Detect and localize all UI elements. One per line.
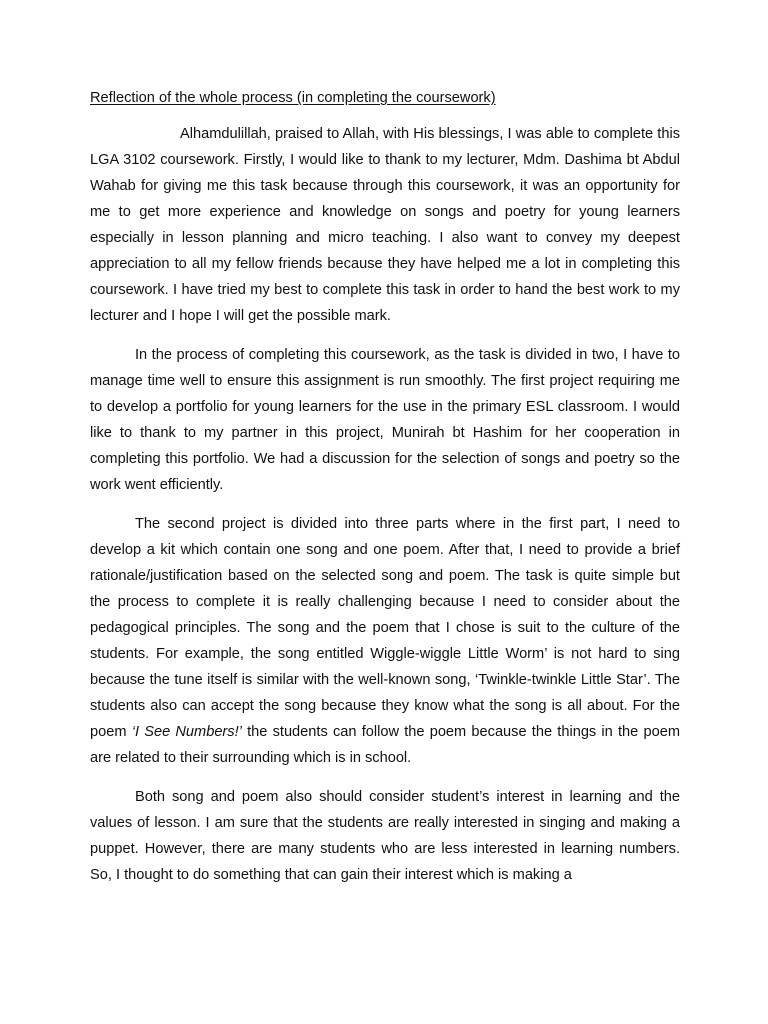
- paragraph-interest: Both song and poem also should consider student’s interest in learning and the values of lesson. I am sure that the students are really interested in singing and making a puppet. However, there are many students who are less interested in learning numbers. So, I thought to do something that can gain their interest which is making a: [90, 789, 680, 883]
- paragraph-first-project: In the process of completing this coursework, as the task is divided in two, I have to manage time well to ensure this assignment is run smoothly. The first project requiring me to develop a portfolio for young learners for the use in the primary ESL classroom. I would like to thank to my partner in this project, Munirah bt Hashim for her cooperation in completing this portfolio. We had a discussion for the selection of songs and poetry so the work went efficiently.: [90, 347, 680, 493]
- poem-title-emphasis: ‘I See Numbers!’: [131, 724, 242, 740]
- paragraph-second-project: [90, 511, 680, 771]
- paragraph-second-project-text-after: the students can follow the poem because the things in the poem are related to their surrounding which is in school.: [90, 724, 680, 766]
- paragraph-second-project-text-before: The second project is divided into three parts where in the first part, I need to develop a kit which contain one song and one poem. After that, I need to provide a brief rationale/justification based on the selected song and poem. The task is quite simple but the process to complete it is really challenging because I need to consider about the pedagogical principles. The song and the poem that I chose is suit to the culture of the students. For example, the song entitled Wiggle-wiggle Little Worm’ is not hard to sing because the tune itself is similar with the well-known song, ‘Twinkle-twinkle Little Star’. The students also can accept the song because they know what the song is all about. For the poem: [90, 516, 680, 740]
- paragraph-acknowledgement: Alhamdulillah, praised to Allah, with His blessings, I was able to complete this LGA 3102 coursework. Firstly, I would like to thank to my lecturer, Mdm. Dashima bt Abdul Wahab for giving me this task because through this coursework, it was an opportunity for me to get more experience and knowledge on songs and poetry for young learners especially in lesson planning and micro teaching. I also want to convey my deepest appreciation to all my fellow friends because they have helped me a lot in completing this coursework. I have tried my best to complete this task in order to hand the best work to my lecturer and I hope I will get the possible mark.: [90, 126, 680, 324]
- document-heading: Reflection of the whole process (in completing the coursework): [90, 90, 496, 106]
